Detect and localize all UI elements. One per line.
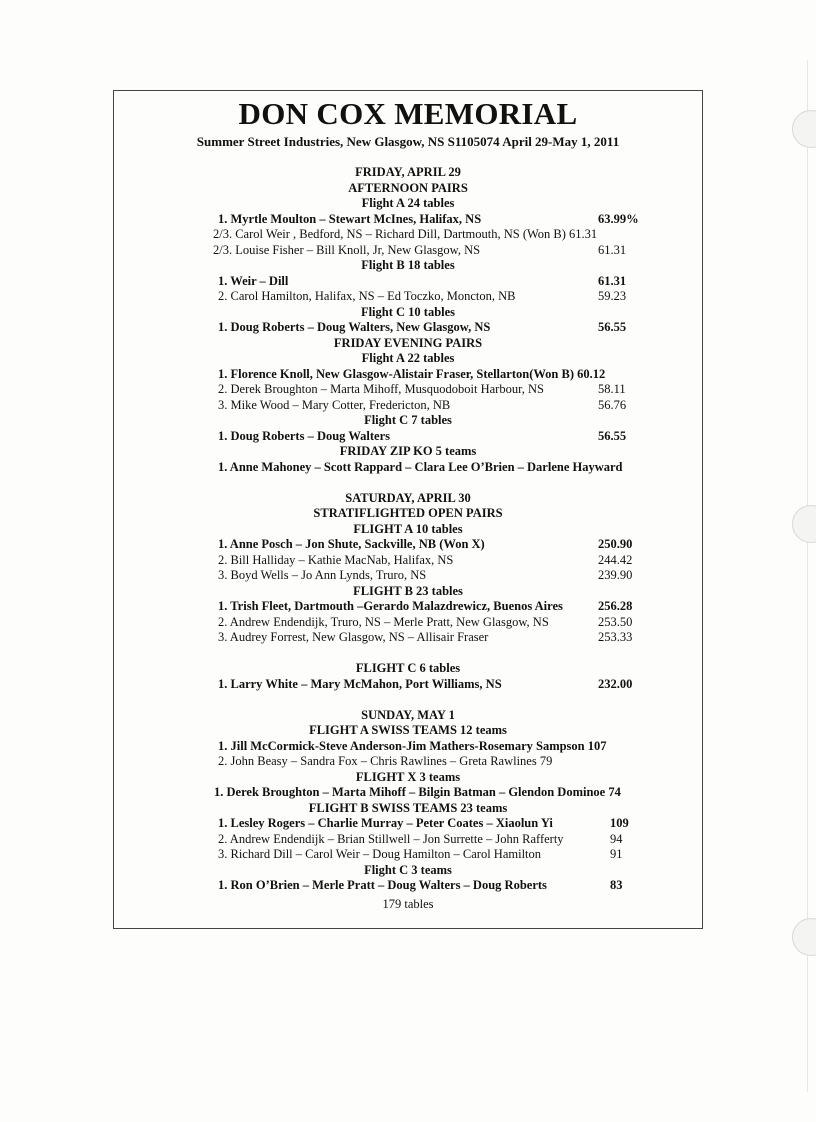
section-heading: FRIDAY ZIP KO 5 teams — [339, 444, 477, 458]
result-row — [114, 382, 702, 398]
result-score: 56.55 — [598, 320, 627, 334]
section-heading: Flight C 10 tables — [360, 304, 456, 319]
result-names: 2. Bill Halliday – Kathie MacNab, Halifax, NS — [218, 552, 454, 567]
result-row — [114, 429, 702, 445]
section-gap — [114, 646, 702, 662]
section-heading: Flight C 7 tables — [364, 413, 452, 427]
punch-hole-bottom — [792, 918, 816, 956]
result-names: 2. Andrew Endendijk – Brian Stillwell – Jon Surrette – John Rafferty — [218, 831, 564, 846]
result-row — [114, 212, 702, 228]
result-score: 232.00 — [598, 676, 633, 691]
section-heading: FLIGHT C 6 tables — [355, 661, 461, 675]
result-score: 58.11 — [598, 382, 626, 396]
result-score: 250.90 — [598, 537, 633, 551]
result-score: 253.33 — [598, 630, 633, 644]
document-subtitle: Summer Street Industries, New Glasgow, NS S1105074 April 29-May 1, 2011 — [196, 134, 620, 149]
result-row — [114, 630, 702, 646]
punch-hole-middle — [792, 505, 816, 543]
result-names: 1. Myrtle Moulton – Stewart McInes, Halifax, NS — [218, 211, 482, 226]
result-names: 3. Audrey Forrest, New Glasgow, NS – Allisair Fraser — [218, 630, 489, 644]
section-heading: FLIGHT X 3 teams — [355, 769, 461, 784]
result-row — [114, 274, 702, 290]
result-row — [114, 847, 702, 863]
result-names: 1. Anne Mahoney – Scott Rappard – Clara Lee O’Brien – Darlene Hayward — [218, 459, 623, 474]
section-heading: FRIDAY EVENING PAIRS — [333, 335, 483, 350]
result-names: 1. Florence Knoll, New Glasgow-Alistair Fraser, Stellarton(Won B) 60.12 — [218, 366, 606, 381]
result-row — [114, 568, 702, 584]
result-score: 56.55 — [598, 428, 627, 443]
result-names: 2. Andrew Endendijk, Truro, NS – Merle Pratt, New Glasgow, NS — [218, 614, 549, 629]
result-names: 1. Anne Posch – Jon Shute, Sackville, NB (Won X) — [218, 537, 485, 551]
result-names: 1. Derek Broughton – Marta Mihoff – Bilgin Batman – Glendon Dominoe 74 — [214, 785, 621, 799]
result-names: 2. Carol Hamilton, Halifax, NS – Ed Toczko, Moncton, NB — [218, 289, 516, 303]
result-row — [114, 739, 702, 755]
section-gap — [114, 475, 702, 491]
result-row — [114, 832, 702, 848]
result-row — [114, 460, 702, 476]
result-names: 1. Doug Roberts – Doug Walters — [218, 428, 390, 443]
section-heading: Flight A 22 tables — [361, 351, 455, 365]
result-row — [114, 553, 702, 569]
result-names: 3. Richard Dill – Carol Weir – Doug Hamilton – Carol Hamilton — [218, 847, 542, 861]
result-row — [114, 599, 702, 615]
result-score: 61.31 — [598, 242, 627, 257]
total-tables: 179 tables — [382, 897, 434, 911]
result-row — [114, 289, 702, 305]
result-score: 109 — [610, 816, 629, 830]
result-score: 256.28 — [598, 599, 633, 613]
result-names: 2. Derek Broughton – Marta Mihoff, Musquodoboit Harbour, NS — [218, 382, 544, 396]
result-names: 1. Lesley Rogers – Charlie Murray – Peter Coates – Xiaolun Yi — [218, 816, 553, 830]
result-row — [114, 398, 702, 414]
section-heading: SUNDAY, MAY 1 — [361, 707, 455, 722]
section-heading: Flight B 18 tables — [361, 258, 455, 272]
result-names: 2/3. Carol Weir , Bedford, NS – Richard Dill, Dartmouth, NS (Won B) 61.31 — [213, 227, 598, 241]
result-names: 3. Boyd Wells – Jo Ann Lynds, Truro, NS — [218, 568, 427, 582]
result-score: 56.76 — [598, 397, 627, 412]
result-row — [114, 367, 702, 383]
result-row — [114, 816, 702, 832]
result-names: 1. Doug Roberts – Doug Walters, New Glasgow, NS — [218, 320, 491, 334]
result-names: 1. Weir – Dill — [218, 273, 289, 288]
document-title: DON COX MEMORIAL — [238, 96, 578, 131]
result-row — [114, 227, 702, 243]
section-heading: FLIGHT B SWISS TEAMS 23 teams — [308, 800, 508, 815]
section-heading: Flight C 3 teams — [364, 862, 452, 877]
result-names: 1. Trish Fleet, Dartmouth –Gerardo Malazdrewicz, Buenos Aires — [218, 599, 563, 613]
section-heading: STRATIFLIGHTED OPEN PAIRS — [313, 506, 503, 520]
result-score: 94 — [610, 831, 623, 846]
result-row — [114, 320, 702, 336]
result-names: 3. Mike Wood – Mary Cotter, Fredericton, NB — [218, 397, 451, 412]
punch-hole-top — [792, 110, 816, 148]
result-row — [114, 537, 702, 553]
result-score: 59.23 — [598, 289, 627, 303]
result-row — [114, 878, 702, 894]
result-names: 1. Ron O’Brien – Merle Pratt – Doug Walters – Doug Roberts — [218, 878, 547, 892]
result-names: 2. John Beasy – Sandra Fox – Chris Rawlines – Greta Rawlines 79 — [218, 754, 553, 768]
section-heading: FLIGHT A 10 tables — [353, 521, 463, 536]
result-score: 244.42 — [598, 552, 633, 567]
result-names: 1. Larry White – Mary McMahon, Port Williams, NS — [218, 676, 502, 691]
section-heading: FLIGHT B 23 tables — [353, 583, 463, 598]
section-heading: AFTERNOON PAIRS — [348, 180, 468, 195]
result-score: 253.50 — [598, 614, 633, 629]
result-score: 63.99% — [598, 211, 639, 226]
result-names: 1. Jill McCormick-Steve Anderson-Jim Mathers-Rosemary Sampson 107 — [218, 738, 607, 753]
results-list — [114, 165, 702, 894]
result-score: 239.90 — [598, 568, 633, 582]
result-row — [114, 615, 702, 631]
result-row — [114, 785, 702, 801]
result-names: 2/3. Louise Fisher – Bill Knoll, Jr, New Glasgow, NS — [213, 242, 481, 257]
section-heading: Flight A 24 tables — [361, 196, 455, 210]
section-heading: SATURDAY, APRIL 30 — [345, 490, 471, 505]
result-row — [114, 243, 702, 259]
results-sheet — [113, 90, 703, 929]
section-gap — [114, 692, 702, 708]
result-score: 83 — [610, 878, 623, 892]
result-score: 61.31 — [598, 273, 627, 288]
section-heading: FRIDAY, APRIL 29 — [355, 165, 461, 179]
section-heading: FLIGHT A SWISS TEAMS 12 teams — [309, 723, 507, 737]
result-row — [114, 754, 702, 770]
result-row — [114, 677, 702, 693]
result-score: 91 — [610, 847, 623, 861]
